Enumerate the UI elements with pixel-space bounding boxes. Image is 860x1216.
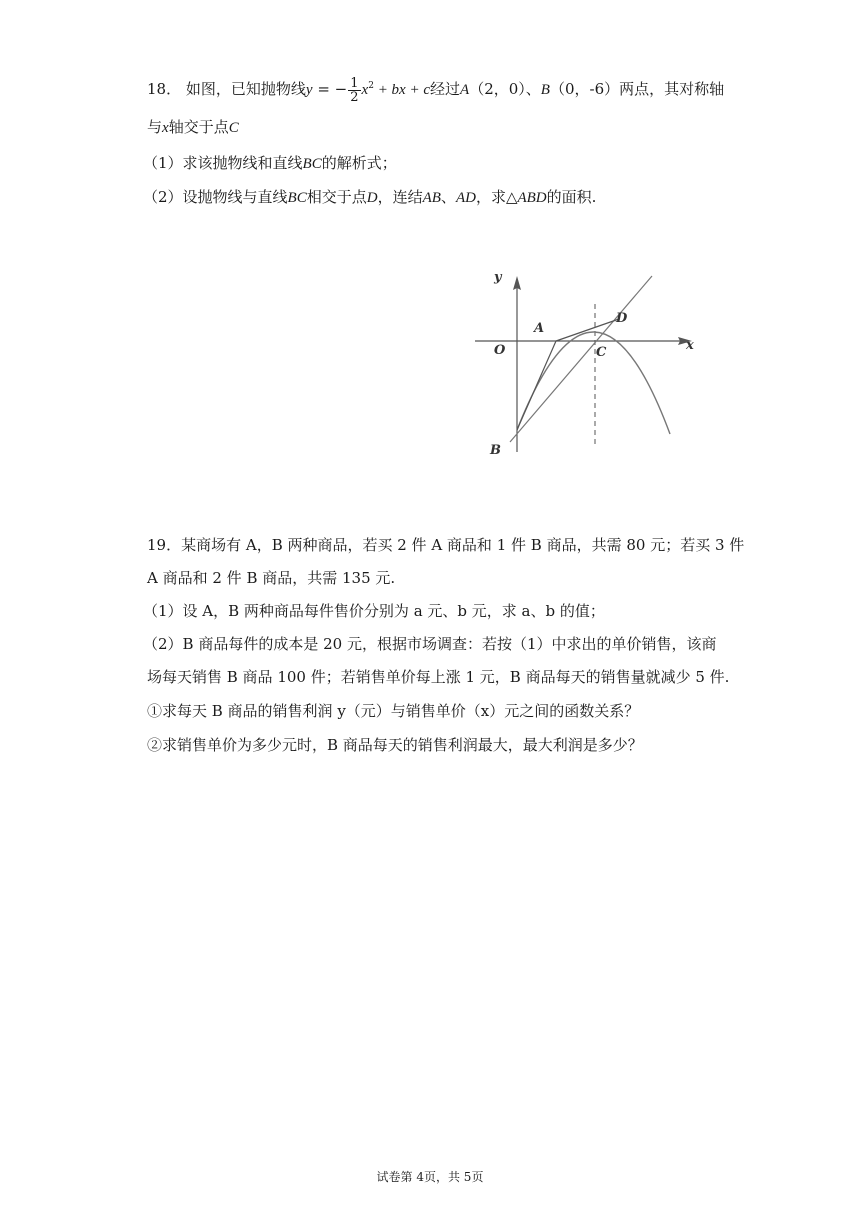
part2-mid3: ，求△ bbox=[475, 188, 518, 206]
page-footer: 试卷第 4页，共 5页 bbox=[376, 1170, 484, 1184]
line-bc bbox=[510, 276, 652, 442]
label-o: O bbox=[494, 343, 506, 358]
part1-bc: BC bbox=[302, 156, 322, 172]
label-y: y bbox=[494, 270, 502, 285]
q18-line1 bbox=[147, 76, 724, 104]
part2-bc: BC bbox=[287, 190, 307, 206]
eq-fraction bbox=[348, 77, 360, 104]
part2-mid: 相交于点 bbox=[306, 188, 367, 206]
line2-pre: 与 bbox=[147, 118, 163, 136]
parabola-figure bbox=[470, 262, 700, 462]
after-eq: 经过 bbox=[430, 80, 461, 98]
q19-part1: （1）设 A，B 两种商品每件售价分别为 a 元、b 元，求 a、b 的值； bbox=[143, 602, 605, 620]
point-b: B bbox=[540, 82, 550, 98]
q19-line1: 19．某商场有 A，B 两种商品，若买 2 件 A 商品和 1 件 B 商品，共需 80 元；若买 3 件 bbox=[147, 536, 745, 554]
part2-ad: AD bbox=[455, 190, 476, 206]
label-a: A bbox=[534, 321, 545, 336]
part2-pre: （2）设抛物线与直线 bbox=[143, 188, 288, 206]
part2-d: D bbox=[366, 190, 378, 206]
q19-part2-line1: （2）B 商品每件的成本是 20 元，根据市场调查：若按（1）中求出的单价销售，该商 bbox=[143, 635, 717, 653]
frac-numerator: 1 bbox=[350, 75, 359, 91]
line2-x: x bbox=[162, 120, 169, 136]
part1-post: 的解析式； bbox=[321, 154, 397, 172]
q19-sub1: ①求每天 B 商品的销售利润 y（元）与销售单价（x）元之间的函数关系？ bbox=[147, 702, 640, 720]
eq-x: x bbox=[361, 82, 369, 98]
frac-denominator: 2 bbox=[350, 89, 359, 105]
y-axis-arrow bbox=[513, 276, 521, 290]
point-a: A bbox=[460, 82, 470, 98]
segment-ab bbox=[517, 341, 556, 430]
q18-part2 bbox=[143, 187, 596, 208]
eq-eq: = − bbox=[312, 80, 348, 98]
part2-post: 的面积. bbox=[546, 188, 597, 206]
q18-number: 18． bbox=[147, 80, 182, 98]
part2-sep: 、 bbox=[440, 188, 456, 206]
eq-rest: + bx + c bbox=[373, 82, 430, 98]
q18-part1 bbox=[143, 153, 397, 174]
q19-sub2: ②求销售单价为多少元时，B 商品每天的销售利润最大，最大利润是多少？ bbox=[147, 736, 643, 754]
label-c: C bbox=[596, 345, 607, 360]
label-d: D bbox=[616, 311, 628, 326]
q18-intro: 如图，已知抛物线 bbox=[185, 80, 306, 98]
point-a-coord: （2，0）、 bbox=[469, 80, 541, 98]
segment-ad bbox=[556, 319, 619, 341]
label-b: B bbox=[490, 443, 501, 458]
parabola-curve bbox=[517, 332, 670, 434]
part2-abd: ABD bbox=[517, 190, 547, 206]
q18-line2 bbox=[147, 117, 239, 138]
line2-mid: 轴交于点 bbox=[168, 118, 229, 136]
eq-y: y bbox=[305, 82, 313, 98]
point-b-coord: （0，-6）两点，其对称轴 bbox=[549, 80, 725, 98]
eq-power: 2 bbox=[368, 81, 374, 91]
line2-c: C bbox=[228, 120, 239, 136]
label-x: x bbox=[686, 338, 694, 353]
part1-pre: （1）求该抛物线和直线 bbox=[143, 154, 303, 172]
part2-mid2: ，连结 bbox=[377, 188, 423, 206]
part2-ab: AB bbox=[422, 190, 441, 206]
q19-part2-line2: 场每天销售 B 商品 100 件；若销售单价每上涨 1 元，B 商品每天的销售量就减少 5 件. bbox=[147, 668, 730, 686]
q19-line2: A 商品和 2 件 B 商品，共需 135 元. bbox=[147, 569, 396, 587]
